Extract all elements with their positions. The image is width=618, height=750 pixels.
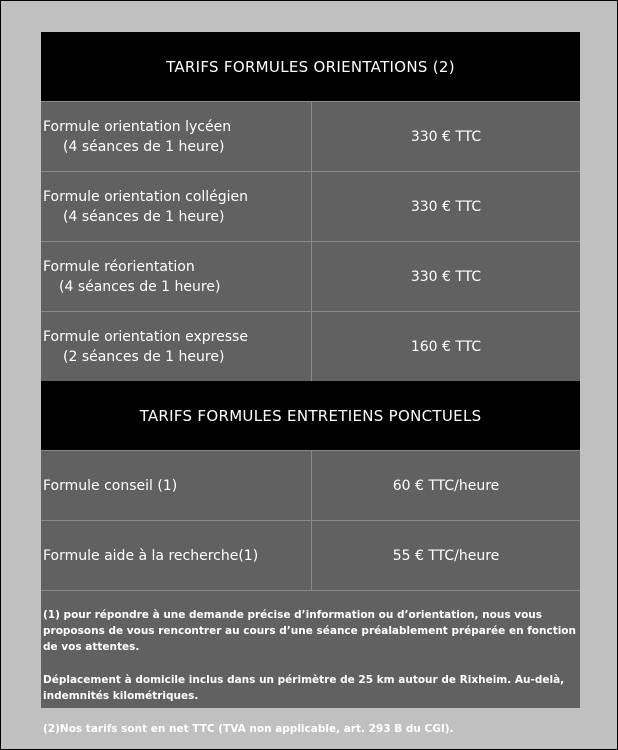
formula-name-cell: [41, 312, 312, 381]
formula-detail: (2 séances de 1 heure): [63, 348, 225, 365]
formula-name-cell: [41, 172, 312, 241]
pricing-table: [41, 32, 580, 735]
section-title: TARIFS FORMULES ENTRETIENS PONCTUELS: [139, 406, 482, 425]
table-row: [41, 450, 580, 520]
table-row: [41, 171, 580, 241]
section-title: TARIFS FORMULES ORIENTATIONS (2): [166, 57, 455, 76]
footnote-3: (2)Nos tarifs sont en net TTC (TVA non applicable, art. 293 B du CGI).: [43, 723, 454, 735]
formula-name: Formule réorientation: [43, 258, 195, 275]
formula-name: Formule aide à la recherche(1): [43, 547, 259, 564]
formula-price: 330 € TTC: [410, 198, 482, 215]
formula-price: 55 € TTC/heure: [392, 547, 500, 564]
formula-price: 60 € TTC/heure: [392, 477, 500, 494]
formula-name: Formule orientation lycéen: [43, 118, 232, 135]
formula-name-cell: [41, 102, 312, 171]
formula-detail: (4 séances de 1 heure): [59, 278, 221, 295]
table-row: [41, 520, 580, 590]
formula-detail: (4 séances de 1 heure): [63, 208, 225, 225]
formula-name: Formule orientation collégien: [43, 188, 249, 205]
footnote-1: (1) pour répondre à une demande précise d’information ou d’orientation, nous vous proposons de vous rencontrer au cours d’une séance préalablement préparée en fonction de vos attentes.: [43, 609, 576, 653]
section-header-orientations: [41, 32, 580, 101]
table-row: [41, 311, 580, 381]
formula-price: 160 € TTC: [410, 338, 482, 355]
formula-price: 330 € TTC: [410, 128, 482, 145]
formula-name-cell: [41, 242, 312, 311]
footnote-2: Déplacement à domicile inclus dans un périmètre de 25 km autour de Rixheim. Au-delà, indemnités kilométriques.: [43, 674, 565, 702]
formula-detail: (4 séances de 1 heure): [63, 138, 225, 155]
formula-price: 330 € TTC: [410, 268, 482, 285]
footnotes: [41, 590, 580, 735]
formula-name: Formule conseil (1): [43, 477, 178, 494]
section-header-entretiens: [41, 381, 580, 450]
table-row: [41, 101, 580, 171]
table-row: [41, 241, 580, 311]
formula-name-cell: [41, 451, 312, 520]
formula-name: Formule orientation expresse: [43, 328, 248, 345]
formula-name-cell: [41, 521, 312, 590]
